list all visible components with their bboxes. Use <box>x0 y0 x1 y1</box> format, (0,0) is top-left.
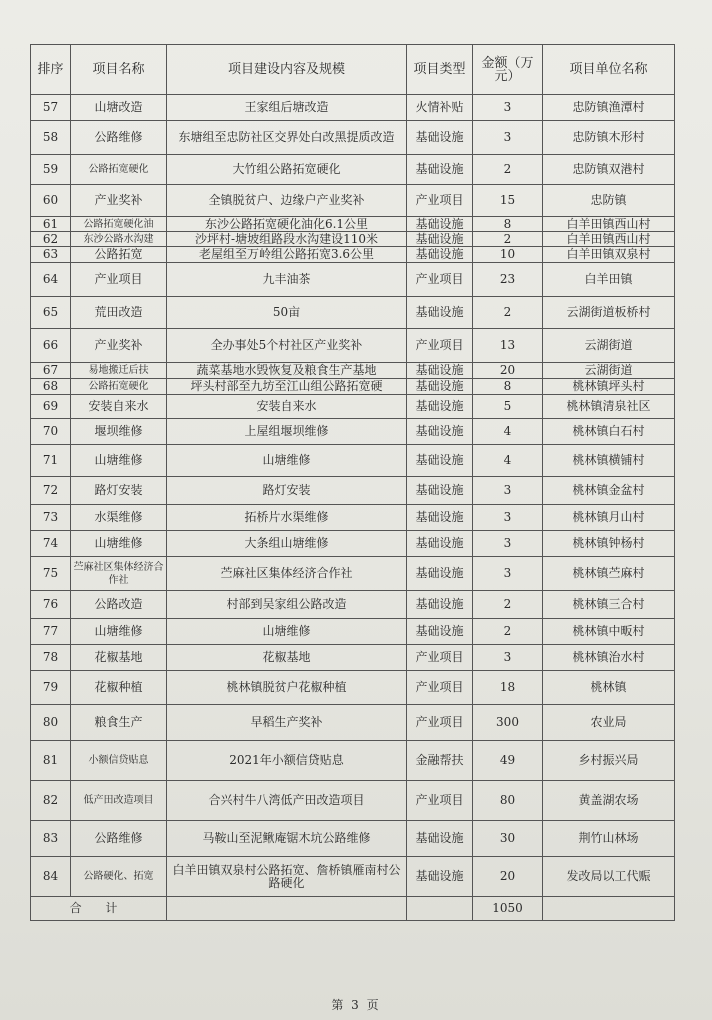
row-project-name: 产业奖补 <box>71 185 167 217</box>
table-row <box>31 95 675 121</box>
row-unit: 桃林镇中畈村 <box>543 619 675 645</box>
row-project-name: 东沙公路水沟建 <box>71 232 167 247</box>
row-index: 83 <box>31 821 71 857</box>
row-project-type: 基础设施 <box>407 297 473 329</box>
row-unit: 白羊田镇西山村 <box>543 232 675 247</box>
page-number: 第 3 页 <box>331 998 381 1012</box>
row-amount: 10 <box>473 247 543 263</box>
row-unit: 忠防镇渔潭村 <box>543 95 675 121</box>
table-row <box>31 379 675 395</box>
row-project-type: 基础设施 <box>407 395 473 419</box>
row-unit: 发改局以工代赈 <box>543 857 675 897</box>
row-project-name: 易地搬迁后扶 <box>71 363 167 379</box>
row-project-content: 大竹组公路拓宽硬化 <box>167 155 407 185</box>
row-index: 84 <box>31 857 71 897</box>
row-index: 59 <box>31 155 71 185</box>
row-project-content: 早稻生产奖补 <box>167 705 407 741</box>
row-index: 57 <box>31 95 71 121</box>
row-amount: 3 <box>473 505 543 531</box>
table-row <box>31 477 675 505</box>
row-project-name: 公路拓宽硬化 <box>71 379 167 395</box>
table-row <box>31 121 675 155</box>
row-index: 75 <box>31 557 71 591</box>
row-amount: 4 <box>473 445 543 477</box>
row-index: 69 <box>31 395 71 419</box>
row-amount: 3 <box>473 121 543 155</box>
header-index: 排序 <box>31 45 71 95</box>
row-unit: 桃林镇钟杨村 <box>543 531 675 557</box>
row-unit: 忠防镇双港村 <box>543 155 675 185</box>
table-row <box>31 505 675 531</box>
row-project-content: 苎麻社区集体经济合作社 <box>167 557 407 591</box>
table-row <box>31 619 675 645</box>
row-unit: 忠防镇 <box>543 185 675 217</box>
table-row <box>31 821 675 857</box>
row-project-name: 公路维修 <box>71 121 167 155</box>
row-unit: 桃林镇 <box>543 671 675 705</box>
total-empty-content <box>167 897 407 921</box>
total-empty-type <box>407 897 473 921</box>
row-amount: 18 <box>473 671 543 705</box>
row-amount: 20 <box>473 363 543 379</box>
row-project-content: 村部到吴家组公路改造 <box>167 591 407 619</box>
table-row <box>31 531 675 557</box>
row-project-name: 山塘维修 <box>71 531 167 557</box>
row-project-name: 山塘维修 <box>71 445 167 477</box>
row-amount: 3 <box>473 645 543 671</box>
row-project-name: 花椒基地 <box>71 645 167 671</box>
row-unit: 农业局 <box>543 705 675 741</box>
row-amount: 3 <box>473 95 543 121</box>
row-project-type: 火情补贴 <box>407 95 473 121</box>
header-amount: 金额（万元） <box>473 45 543 95</box>
table-row <box>31 395 675 419</box>
row-index: 68 <box>31 379 71 395</box>
table-row <box>31 297 675 329</box>
project-table <box>30 44 675 921</box>
row-index: 72 <box>31 477 71 505</box>
row-unit: 荆竹山林场 <box>543 821 675 857</box>
row-project-type: 基础设施 <box>407 821 473 857</box>
row-project-name: 路灯安装 <box>71 477 167 505</box>
row-project-content: 路灯安装 <box>167 477 407 505</box>
row-unit: 桃林镇白石村 <box>543 419 675 445</box>
table-row <box>31 155 675 185</box>
row-project-name: 安装自来水 <box>71 395 167 419</box>
table-header-row <box>31 45 675 95</box>
row-project-content: 合兴村牛八湾低产田改造项目 <box>167 781 407 821</box>
table-row <box>31 741 675 781</box>
row-index: 65 <box>31 297 71 329</box>
row-project-type: 产业项目 <box>407 671 473 705</box>
row-index: 74 <box>31 531 71 557</box>
row-project-type: 基础设施 <box>407 247 473 263</box>
row-project-content: 50亩 <box>167 297 407 329</box>
row-amount: 20 <box>473 857 543 897</box>
row-project-name: 山塘改造 <box>71 95 167 121</box>
row-unit: 桃林镇金盆村 <box>543 477 675 505</box>
row-project-type: 产业项目 <box>407 185 473 217</box>
row-project-content: 大条组山塘维修 <box>167 531 407 557</box>
row-project-type: 基础设施 <box>407 121 473 155</box>
row-project-content: 安装自来水 <box>167 395 407 419</box>
row-project-content: 上屋组堰坝维修 <box>167 419 407 445</box>
row-amount: 23 <box>473 263 543 297</box>
row-project-type: 基础设施 <box>407 591 473 619</box>
row-amount: 2 <box>473 619 543 645</box>
table-row <box>31 217 675 232</box>
table-row <box>31 781 675 821</box>
row-index: 81 <box>31 741 71 781</box>
header-project-name: 项目名称 <box>71 45 167 95</box>
total-amount: 1050 <box>473 897 543 921</box>
row-project-type: 基础设施 <box>407 363 473 379</box>
row-project-content: 花椒基地 <box>167 645 407 671</box>
row-unit: 桃林镇三合村 <box>543 591 675 619</box>
row-unit: 黄盖湖农场 <box>543 781 675 821</box>
row-project-content: 马鞍山至泥鳅庵锯木坑公路维修 <box>167 821 407 857</box>
row-project-type: 基础设施 <box>407 531 473 557</box>
row-project-name: 公路拓宽硬化 <box>71 155 167 185</box>
row-amount: 8 <box>473 217 543 232</box>
row-project-name: 产业项目 <box>71 263 167 297</box>
total-empty-unit <box>543 897 675 921</box>
row-project-name: 荒田改造 <box>71 297 167 329</box>
row-project-content: 九丰油茶 <box>167 263 407 297</box>
row-project-content: 东沙公路拓宽硬化油化6.1公里 <box>167 217 407 232</box>
row-project-name: 低产田改造项目 <box>71 781 167 821</box>
row-unit: 白羊田镇西山村 <box>543 217 675 232</box>
row-unit: 云湖街道 <box>543 363 675 379</box>
row-project-content: 沙坪村-塘坡组路段水沟建设110米 <box>167 232 407 247</box>
row-project-content: 白羊田镇双泉村公路拓宽、詹桥镇雁南村公路硬化 <box>167 857 407 897</box>
row-amount: 49 <box>473 741 543 781</box>
row-amount: 2 <box>473 297 543 329</box>
row-amount: 2 <box>473 591 543 619</box>
row-project-content: 全镇脱贫户、边缘户产业奖补 <box>167 185 407 217</box>
row-amount: 80 <box>473 781 543 821</box>
row-index: 80 <box>31 705 71 741</box>
row-project-content: 东塘组至忠防社区交界处白改黑提质改造 <box>167 121 407 155</box>
table-row <box>31 263 675 297</box>
row-unit: 桃林镇月山村 <box>543 505 675 531</box>
row-project-name: 苎麻社区集体经济合作社 <box>71 557 167 591</box>
row-project-content: 老屋组至万岭组公路拓宽3.6公里 <box>167 247 407 263</box>
table-row <box>31 363 675 379</box>
row-unit: 白羊田镇双泉村 <box>543 247 675 263</box>
total-label: 合 计 <box>31 897 167 921</box>
row-unit: 桃林镇坪头村 <box>543 379 675 395</box>
row-index: 67 <box>31 363 71 379</box>
table-row <box>31 232 675 247</box>
row-amount: 4 <box>473 419 543 445</box>
row-project-type: 基础设施 <box>407 379 473 395</box>
row-project-type: 产业项目 <box>407 645 473 671</box>
row-project-name: 山塘维修 <box>71 619 167 645</box>
row-project-name: 堰坝维修 <box>71 419 167 445</box>
row-project-type: 基础设施 <box>407 619 473 645</box>
row-amount: 3 <box>473 531 543 557</box>
row-unit: 忠防镇木形村 <box>543 121 675 155</box>
row-project-name: 花椒种植 <box>71 671 167 705</box>
row-project-content: 2021年小额信贷贴息 <box>167 741 407 781</box>
row-unit: 桃林镇苎麻村 <box>543 557 675 591</box>
row-index: 73 <box>31 505 71 531</box>
header-project-type: 项目类型 <box>407 45 473 95</box>
row-project-type: 产业项目 <box>407 329 473 363</box>
row-project-type: 基础设施 <box>407 232 473 247</box>
table-row <box>31 705 675 741</box>
row-project-type: 基础设施 <box>407 505 473 531</box>
row-project-content: 山塘维修 <box>167 619 407 645</box>
row-index: 82 <box>31 781 71 821</box>
row-project-content: 全办事处5个村社区产业奖补 <box>167 329 407 363</box>
header-unit: 项目单位名称 <box>543 45 675 95</box>
row-project-content: 王家组后塘改造 <box>167 95 407 121</box>
table-row <box>31 185 675 217</box>
row-project-type: 基础设施 <box>407 557 473 591</box>
row-project-content: 山塘维修 <box>167 445 407 477</box>
row-index: 77 <box>31 619 71 645</box>
row-project-type: 基础设施 <box>407 217 473 232</box>
row-project-name: 粮食生产 <box>71 705 167 741</box>
row-index: 79 <box>31 671 71 705</box>
row-project-type: 金融帮扶 <box>407 741 473 781</box>
row-index: 64 <box>31 263 71 297</box>
row-project-content: 桃林镇脱贫户花椒种植 <box>167 671 407 705</box>
row-unit: 桃林镇横铺村 <box>543 445 675 477</box>
row-index: 61 <box>31 217 71 232</box>
row-project-type: 产业项目 <box>407 263 473 297</box>
table-row <box>31 247 675 263</box>
row-project-name: 公路拓宽硬化油 <box>71 217 167 232</box>
table-body <box>31 95 675 897</box>
row-index: 66 <box>31 329 71 363</box>
row-amount: 3 <box>473 557 543 591</box>
table-row <box>31 645 675 671</box>
row-project-content: 拓桥片水渠维修 <box>167 505 407 531</box>
row-project-name: 公路改造 <box>71 591 167 619</box>
row-amount: 15 <box>473 185 543 217</box>
row-index: 71 <box>31 445 71 477</box>
row-project-name: 产业奖补 <box>71 329 167 363</box>
row-index: 78 <box>31 645 71 671</box>
row-amount: 2 <box>473 155 543 185</box>
row-project-name: 水渠维修 <box>71 505 167 531</box>
row-amount: 8 <box>473 379 543 395</box>
row-project-type: 基础设施 <box>407 857 473 897</box>
row-amount: 5 <box>473 395 543 419</box>
row-unit: 乡村振兴局 <box>543 741 675 781</box>
table-row <box>31 857 675 897</box>
table-row <box>31 557 675 591</box>
table-row <box>31 671 675 705</box>
row-unit: 云湖街道 <box>543 329 675 363</box>
table-row <box>31 419 675 445</box>
row-unit: 桃林镇清泉社区 <box>543 395 675 419</box>
table-row <box>31 329 675 363</box>
row-index: 63 <box>31 247 71 263</box>
row-project-name: 公路维修 <box>71 821 167 857</box>
table-row <box>31 445 675 477</box>
row-project-name: 公路硬化、拓宽 <box>71 857 167 897</box>
row-index: 58 <box>31 121 71 155</box>
row-amount: 2 <box>473 232 543 247</box>
row-unit: 白羊田镇 <box>543 263 675 297</box>
row-amount: 3 <box>473 477 543 505</box>
row-project-content: 坪头村部至九坊至江山组公路拓宽硬 <box>167 379 407 395</box>
row-index: 76 <box>31 591 71 619</box>
row-project-type: 基础设施 <box>407 155 473 185</box>
row-unit: 桃林镇治水村 <box>543 645 675 671</box>
row-project-type: 产业项目 <box>407 781 473 821</box>
row-project-content: 蔬菜基地水毁恢复及粮食生产基地 <box>167 363 407 379</box>
row-index: 60 <box>31 185 71 217</box>
row-amount: 13 <box>473 329 543 363</box>
row-index: 62 <box>31 232 71 247</box>
row-project-type: 基础设施 <box>407 445 473 477</box>
total-row <box>31 897 675 921</box>
row-project-name: 公路拓宽 <box>71 247 167 263</box>
row-project-type: 产业项目 <box>407 705 473 741</box>
header-project-content: 项目建设内容及规模 <box>167 45 407 95</box>
row-project-type: 基础设施 <box>407 477 473 505</box>
row-project-type: 基础设施 <box>407 419 473 445</box>
table-row <box>31 591 675 619</box>
row-amount: 300 <box>473 705 543 741</box>
row-index: 70 <box>31 419 71 445</box>
row-project-name: 小额信贷贴息 <box>71 741 167 781</box>
row-amount: 30 <box>473 821 543 857</box>
row-unit: 云湖街道板桥村 <box>543 297 675 329</box>
